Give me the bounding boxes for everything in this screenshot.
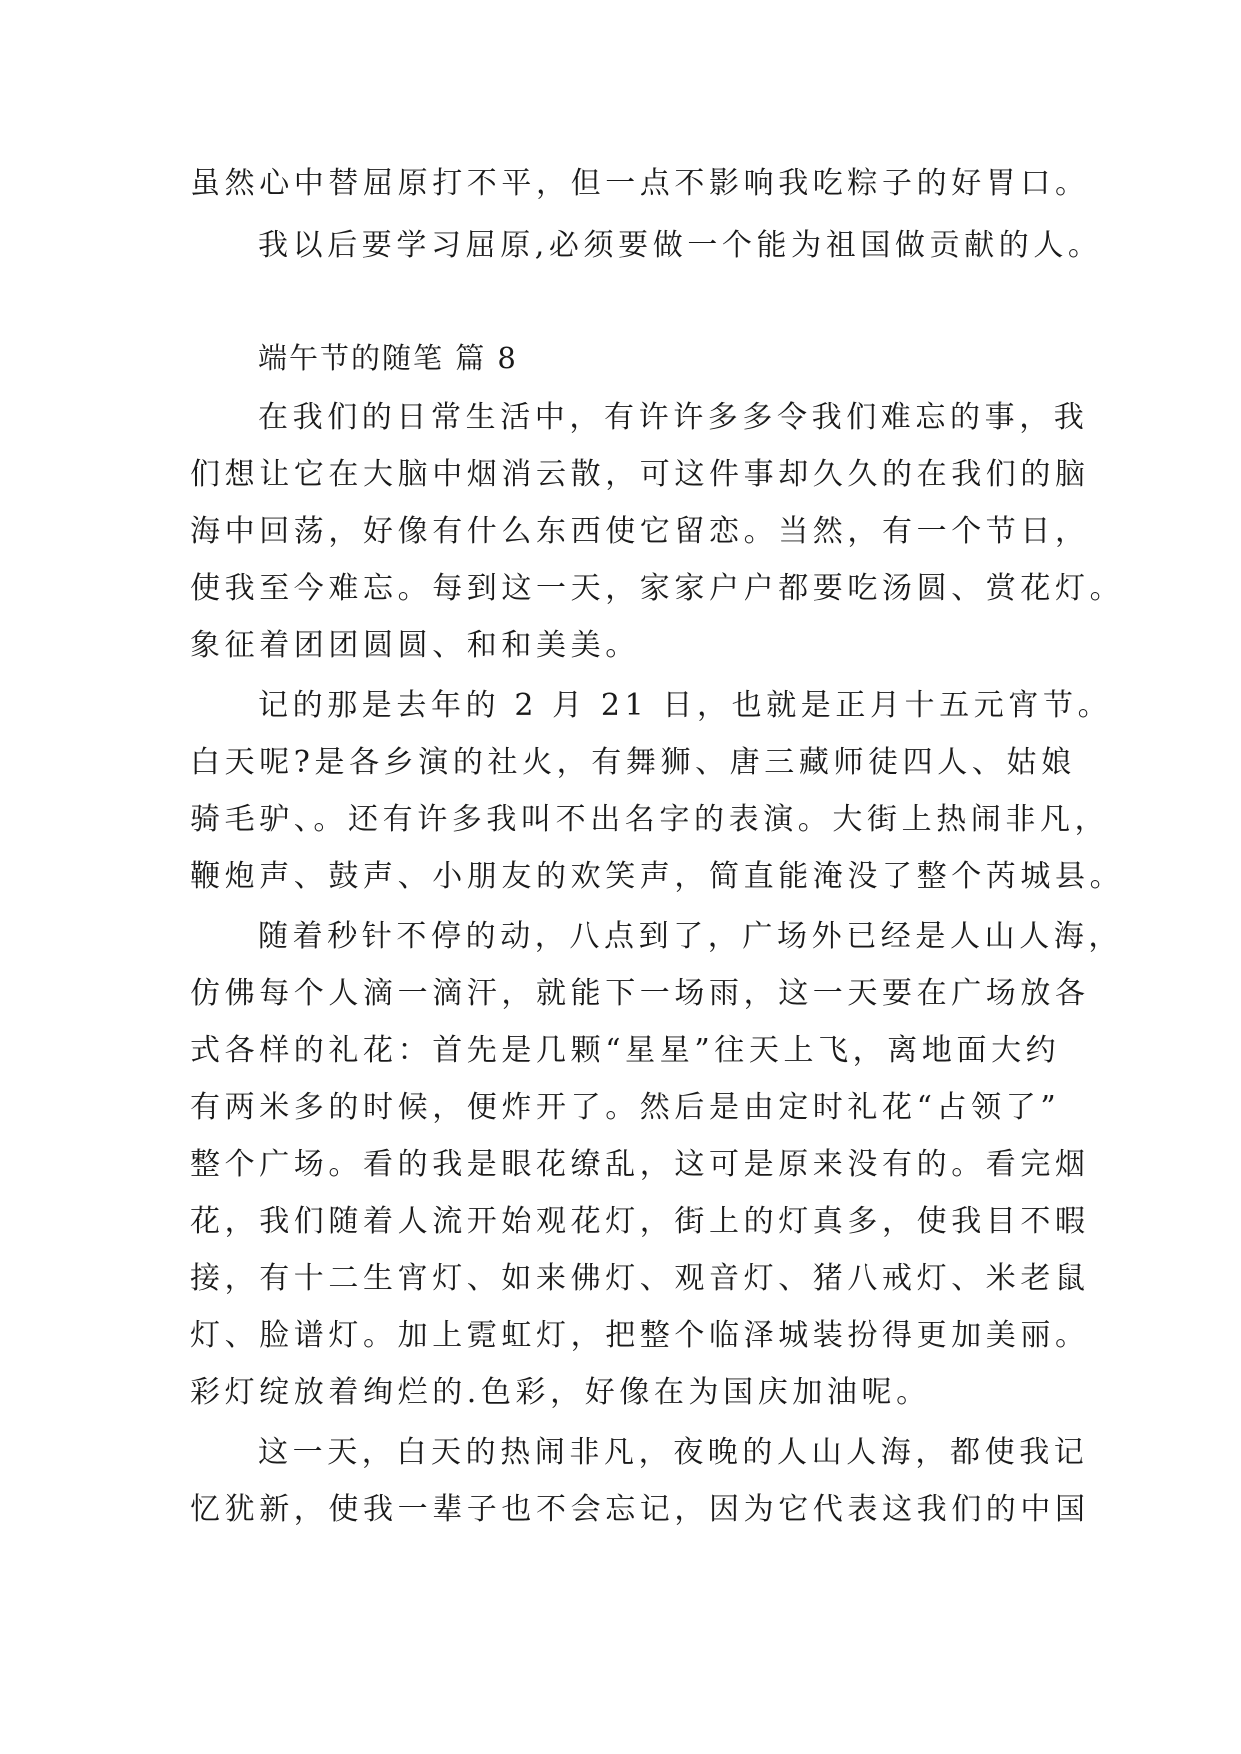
text-line: 整个广场。看的我是眼花缭乱，这可是原来没有的。看完烟 [190,1147,1090,1182]
text-line: 有两米多的时候，便炸开了。然后是由定时礼花“占领了” [190,1090,1061,1125]
text-line: 随着秒针不停的动，八点到了，广场外已经是人山人海， [258,919,1123,954]
text-line: 灯、脸谱灯。加上霓虹灯，把整个临泽城装扮得更加美丽。 [190,1318,1090,1353]
text-line: 忆犹新，使我一辈子也不会忘记，因为它代表这我们的中国 [190,1492,1090,1527]
text-line: 使我至今难忘。每到这一天，家家户户都要吃汤圆、赏花灯。 [190,571,1125,606]
text-line: 象征着团团圆圆、和和美美。 [190,628,640,663]
text-line: 我以后要学习屈原,必须要做一个能为祖国做贡献的人。 [258,228,1103,263]
text-line: 骑毛驴、。还有许多我叫不出名字的表演。大街上热闹非凡， [190,802,1110,837]
text-line: 彩灯绽放着绚烂的.色彩，好像在为国庆加油呢。 [190,1375,931,1410]
text-line: 记的那是去年的 2 月 21 日，也就是正月十五元宵节。 [258,688,1113,723]
text-line: 海中回荡，好像有什么东西使它留恋。当然，有一个节日， [190,514,1090,549]
text-line: 接，有十二生宵灯、如来佛灯、观音灯、猪八戒灯、米老鼠 [190,1261,1090,1296]
text-line: 在我们的日常生活中，有许许多多令我们难忘的事，我 [258,400,1089,435]
text-line: 花，我们随着人流开始观花灯，街上的灯真多，使我目不暇 [190,1204,1090,1239]
text-line: 们想让它在大脑中烟消云散，可这件事却久久的在我们的脑 [190,457,1090,492]
text-line: 鞭炮声、鼓声、小朋友的欢笑声，简直能淹没了整个芮城县。 [190,859,1125,894]
text-line: 这一天，白天的热闹非凡，夜晚的人山人海，都使我记 [258,1435,1089,1470]
text-line: 式各样的礼花：首先是几颗“星星”往天上飞，离地面大约 [190,1033,1061,1068]
text-line: 虽然心中替屈原打不平，但一点不影响我吃粽子的好胃口。 [190,166,1090,201]
text-line: 白天呢?是各乡演的社火，有舞狮、唐三藏师徒四人、姑娘 [190,745,1076,780]
text-line: 仿佛每个人滴一滴汗，就能下一场雨，这一天要在广场放各 [190,976,1090,1011]
section-title: 端午节的随笔 篇 8 [258,341,518,375]
